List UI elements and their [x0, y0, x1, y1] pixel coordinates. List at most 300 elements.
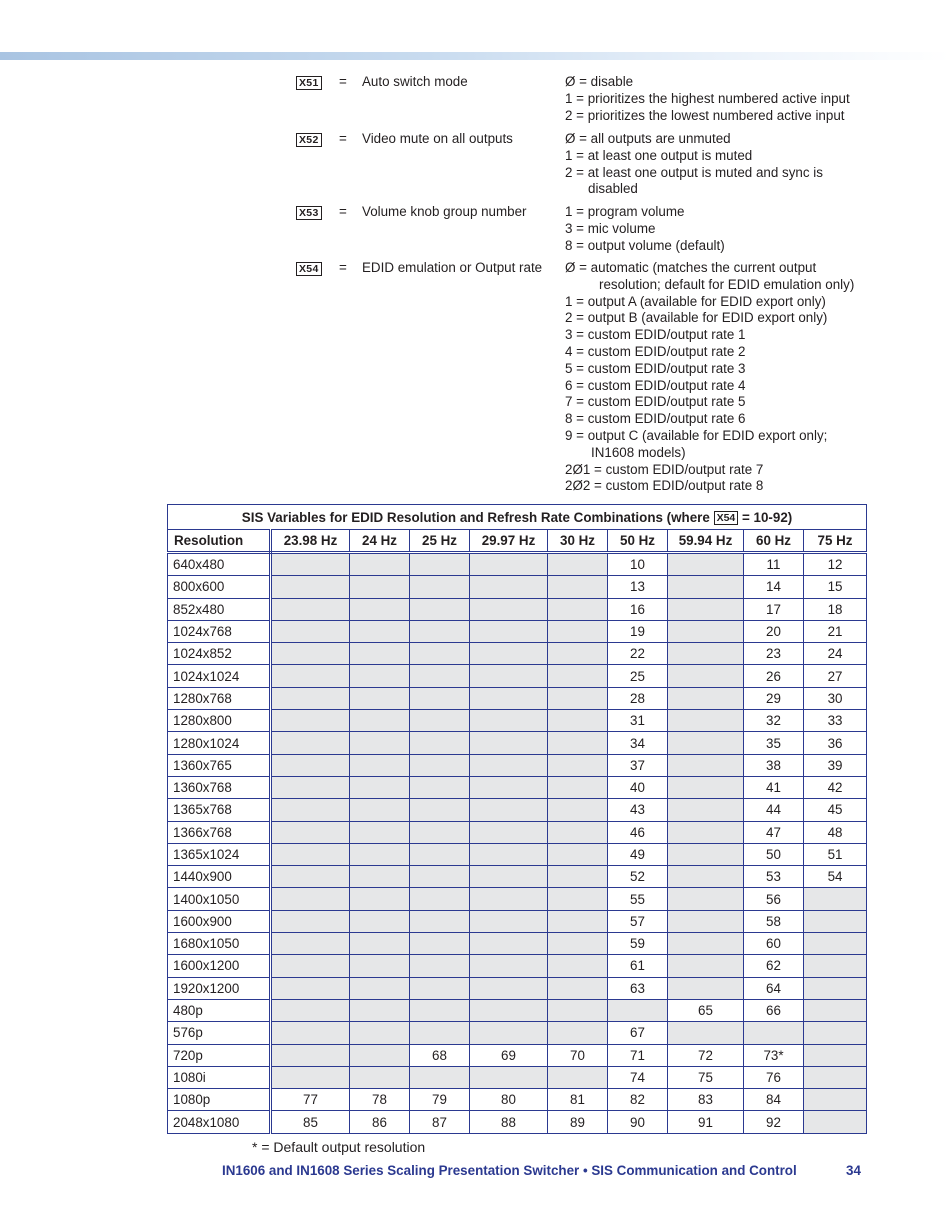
- value-cell: [410, 843, 470, 865]
- header-gradient-bar: [0, 52, 950, 60]
- value-cell: 84: [744, 1089, 804, 1111]
- value-cell: [271, 910, 350, 932]
- value-cell: [271, 1022, 350, 1044]
- value-cell: [271, 732, 350, 754]
- variable-values: [565, 204, 885, 254]
- table-title-suffix: = 10-92): [741, 509, 793, 525]
- value-line: 8 = output volume (default): [565, 237, 725, 253]
- value-cell: [548, 1022, 608, 1044]
- variable-description: Video mute on all outputs: [362, 131, 513, 146]
- value-cell: [410, 598, 470, 620]
- value-cell: [470, 643, 548, 665]
- column-header: 59.94 Hz: [668, 530, 744, 553]
- value-cell: [470, 687, 548, 709]
- value-cell: [668, 776, 744, 798]
- value-cell: [470, 866, 548, 888]
- value-cell: [668, 977, 744, 999]
- value-cell: [271, 933, 350, 955]
- value-cell: 19: [608, 620, 668, 642]
- table-row: [168, 710, 867, 732]
- variable-x51: [296, 74, 916, 126]
- resolution-cell: 1440x900: [168, 866, 271, 888]
- variable-description: EDID emulation or Output rate: [362, 260, 543, 275]
- value-cell: 30: [804, 687, 867, 709]
- value-cell: 38: [744, 754, 804, 776]
- value-cell: [548, 866, 608, 888]
- value-cell: 82: [608, 1089, 668, 1111]
- equals-sign: =: [339, 204, 347, 219]
- value-cell: [548, 710, 608, 732]
- value-cell: 21: [804, 620, 867, 642]
- value-cell: [470, 977, 548, 999]
- value-cell: 63: [608, 977, 668, 999]
- value-cell: [548, 576, 608, 598]
- value-cell: 22: [608, 643, 668, 665]
- value-cell: [548, 687, 608, 709]
- column-header: Resolution: [168, 530, 271, 553]
- value-cell: 54: [804, 866, 867, 888]
- value-cell: [350, 598, 410, 620]
- value-cell: 11: [744, 553, 804, 576]
- value-cell: 62: [744, 955, 804, 977]
- value-cell: [410, 643, 470, 665]
- value-cell: [350, 643, 410, 665]
- variable-description: Auto switch mode: [362, 74, 468, 89]
- value-cell: [668, 598, 744, 620]
- value-line: 2Ø1 = custom EDID/output rate 7: [565, 461, 764, 477]
- variable-tag: X52: [296, 133, 322, 147]
- value-cell: [470, 843, 548, 865]
- value-cell: [350, 999, 410, 1021]
- table-row: [168, 1089, 867, 1111]
- value-cell: [668, 620, 744, 642]
- value-cell: 36: [804, 732, 867, 754]
- value-cell: [548, 643, 608, 665]
- page-footer: [222, 1163, 861, 1178]
- variable-values: [565, 260, 885, 495]
- value-cell: 89: [548, 1111, 608, 1133]
- value-cell: [548, 553, 608, 576]
- value-cell: 15: [804, 576, 867, 598]
- value-cell: [668, 910, 744, 932]
- value-cell: [548, 821, 608, 843]
- value-cell: [470, 999, 548, 1021]
- value-line: 3 = mic volume: [565, 220, 656, 236]
- value-cell: 51: [804, 843, 867, 865]
- table-row: [168, 999, 867, 1021]
- value-cell: [804, 888, 867, 910]
- value-cell: [271, 1044, 350, 1066]
- value-cell: 61: [608, 955, 668, 977]
- value-cell: 45: [804, 799, 867, 821]
- value-cell: [668, 576, 744, 598]
- value-cell: [410, 620, 470, 642]
- value-cell: [548, 799, 608, 821]
- value-line: 2Ø2 = custom EDID/output rate 8: [565, 478, 764, 494]
- value-cell: [350, 888, 410, 910]
- column-header: 29.97 Hz: [470, 530, 548, 553]
- value-cell: 47: [744, 821, 804, 843]
- value-cell: [470, 799, 548, 821]
- value-line: 5 = custom EDID/output rate 3: [565, 360, 746, 376]
- value-cell: [350, 620, 410, 642]
- value-cell: 86: [350, 1111, 410, 1133]
- value-cell: 35: [744, 732, 804, 754]
- value-line: 3 = custom EDID/output rate 1: [565, 327, 746, 343]
- value-cell: 59: [608, 933, 668, 955]
- column-header: 25 Hz: [410, 530, 470, 553]
- value-cell: 83: [668, 1089, 744, 1111]
- value-cell: 60: [744, 933, 804, 955]
- value-cell: [668, 687, 744, 709]
- value-cell: [668, 710, 744, 732]
- value-cell: 57: [608, 910, 668, 932]
- value-cell: 67: [608, 1022, 668, 1044]
- resolution-cell: 720p: [168, 1044, 271, 1066]
- value-cell: 24: [804, 643, 867, 665]
- value-cell: [350, 821, 410, 843]
- value-cell: [548, 620, 608, 642]
- resolution-cell: 1024x852: [168, 643, 271, 665]
- value-cell: 85: [271, 1111, 350, 1133]
- value-cell: [470, 576, 548, 598]
- resolution-cell: 1600x1200: [168, 955, 271, 977]
- table-row: [168, 754, 867, 776]
- value-cell: 37: [608, 754, 668, 776]
- resolution-cell: 800x600: [168, 576, 271, 598]
- value-cell: [548, 665, 608, 687]
- value-cell: [410, 866, 470, 888]
- value-cell: 76: [744, 1066, 804, 1088]
- value-line: disabled: [588, 181, 638, 197]
- value-line: 2 = prioritizes the lowest numbered active input: [565, 107, 845, 123]
- value-cell: [470, 732, 548, 754]
- value-cell: [350, 1022, 410, 1044]
- value-cell: [350, 687, 410, 709]
- value-cell: [410, 933, 470, 955]
- value-cell: 23: [744, 643, 804, 665]
- table-title-text: SIS Variables for EDID Resolution and Refresh Rate Combinations (where: [241, 509, 710, 525]
- column-header: 30 Hz: [548, 530, 608, 553]
- value-cell: 20: [744, 620, 804, 642]
- value-cell: [271, 553, 350, 576]
- value-cell: [470, 620, 548, 642]
- value-cell: [668, 1022, 744, 1044]
- value-cell: [548, 888, 608, 910]
- value-cell: 81: [548, 1089, 608, 1111]
- value-cell: [470, 553, 548, 576]
- value-cell: 18: [804, 598, 867, 620]
- value-cell: [470, 776, 548, 798]
- table-row: [168, 553, 867, 576]
- value-cell: [470, 888, 548, 910]
- value-cell: [410, 687, 470, 709]
- value-cell: [410, 1022, 470, 1044]
- value-cell: 88: [470, 1111, 548, 1133]
- value-cell: [410, 576, 470, 598]
- value-cell: 34: [608, 732, 668, 754]
- value-cell: [271, 955, 350, 977]
- value-cell: 79: [410, 1089, 470, 1111]
- value-cell: [470, 598, 548, 620]
- resolution-cell: 1280x768: [168, 687, 271, 709]
- resolution-cell: 576p: [168, 1022, 271, 1044]
- value-cell: 31: [608, 710, 668, 732]
- value-cell: [271, 799, 350, 821]
- value-cell: [271, 576, 350, 598]
- variable-tag: X54: [296, 262, 322, 276]
- value-line: Ø = automatic (matches the current output: [565, 260, 817, 275]
- resolution-cell: 1366x768: [168, 821, 271, 843]
- value-cell: [410, 821, 470, 843]
- value-cell: 44: [744, 799, 804, 821]
- column-header: 24 Hz: [350, 530, 410, 553]
- value-cell: [470, 754, 548, 776]
- variable-tag: X53: [296, 206, 322, 220]
- table-row: [168, 866, 867, 888]
- resolution-cell: 1360x768: [168, 776, 271, 798]
- value-line: Ø = all outputs are unmuted: [565, 131, 731, 146]
- value-cell: 80: [470, 1089, 548, 1111]
- table-row: [168, 732, 867, 754]
- value-cell: [470, 933, 548, 955]
- variable-values: [565, 131, 885, 198]
- value-cell: [548, 732, 608, 754]
- value-cell: [350, 955, 410, 977]
- value-cell: [410, 999, 470, 1021]
- value-cell: 77: [271, 1089, 350, 1111]
- table-row: [168, 598, 867, 620]
- value-cell: 29: [744, 687, 804, 709]
- value-cell: [410, 754, 470, 776]
- resolution-cell: 1600x900: [168, 910, 271, 932]
- value-cell: 55: [608, 888, 668, 910]
- table-row: [168, 576, 867, 598]
- value-cell: [804, 1111, 867, 1133]
- value-cell: [350, 910, 410, 932]
- value-cell: [668, 799, 744, 821]
- value-cell: [271, 999, 350, 1021]
- value-cell: [668, 888, 744, 910]
- value-cell: [470, 1022, 548, 1044]
- table-row: [168, 888, 867, 910]
- value-cell: 48: [804, 821, 867, 843]
- value-cell: 50: [744, 843, 804, 865]
- value-cell: [804, 933, 867, 955]
- value-cell: 10: [608, 553, 668, 576]
- value-cell: 46: [608, 821, 668, 843]
- value-cell: 26: [744, 665, 804, 687]
- column-header: 50 Hz: [608, 530, 668, 553]
- value-cell: [668, 553, 744, 576]
- resolution-cell: 1024x768: [168, 620, 271, 642]
- page-number: 34: [846, 1163, 861, 1178]
- value-cell: 32: [744, 710, 804, 732]
- equals-sign: =: [339, 260, 347, 275]
- value-cell: [350, 1044, 410, 1066]
- value-line: 9 = output C (available for EDID export only;: [565, 427, 828, 443]
- value-cell: [548, 754, 608, 776]
- table-row: [168, 620, 867, 642]
- value-cell: 68: [410, 1044, 470, 1066]
- resolution-cell: 480p: [168, 999, 271, 1021]
- value-cell: [271, 888, 350, 910]
- value-cell: [350, 553, 410, 576]
- value-cell: 39: [804, 754, 867, 776]
- value-cell: 16: [608, 598, 668, 620]
- value-cell: [410, 732, 470, 754]
- resolution-cell: 1024x1024: [168, 665, 271, 687]
- column-header: 23.98 Hz: [271, 530, 350, 553]
- value-cell: 12: [804, 553, 867, 576]
- value-cell: [271, 1066, 350, 1088]
- value-line: 6 = custom EDID/output rate 4: [565, 377, 746, 393]
- table-header-row: [168, 530, 867, 553]
- value-cell: [804, 999, 867, 1021]
- value-cell: 43: [608, 799, 668, 821]
- value-cell: [350, 665, 410, 687]
- value-cell: [548, 977, 608, 999]
- value-cell: [668, 732, 744, 754]
- value-cell: 70: [548, 1044, 608, 1066]
- value-cell: [410, 553, 470, 576]
- value-cell: [350, 1066, 410, 1088]
- value-cell: [668, 754, 744, 776]
- value-cell: [804, 1044, 867, 1066]
- value-cell: 49: [608, 843, 668, 865]
- value-cell: 52: [608, 866, 668, 888]
- value-cell: 17: [744, 598, 804, 620]
- value-cell: [350, 776, 410, 798]
- value-cell: [271, 843, 350, 865]
- value-line: 1 = program volume: [565, 204, 685, 219]
- table-row: [168, 977, 867, 999]
- value-cell: 41: [744, 776, 804, 798]
- table-row: [168, 933, 867, 955]
- value-line: 1 = at least one output is muted: [565, 147, 753, 163]
- value-cell: 66: [744, 999, 804, 1021]
- value-cell: 65: [668, 999, 744, 1021]
- value-cell: [470, 910, 548, 932]
- value-cell: [804, 1022, 867, 1044]
- value-cell: [271, 665, 350, 687]
- value-cell: [608, 999, 668, 1021]
- value-cell: [470, 821, 548, 843]
- value-cell: 64: [744, 977, 804, 999]
- table-row: [168, 799, 867, 821]
- value-cell: [744, 1022, 804, 1044]
- variable-description: Volume knob group number: [362, 204, 527, 219]
- resolution-cell: 1280x800: [168, 710, 271, 732]
- equals-sign: =: [339, 74, 347, 89]
- value-line: 4 = custom EDID/output rate 2: [565, 343, 746, 359]
- value-cell: 72: [668, 1044, 744, 1066]
- value-cell: [668, 643, 744, 665]
- value-cell: [271, 977, 350, 999]
- table-row: [168, 910, 867, 932]
- value-cell: 73*: [744, 1044, 804, 1066]
- value-cell: [548, 843, 608, 865]
- value-cell: [548, 999, 608, 1021]
- table-row: [168, 843, 867, 865]
- resolution-cell: 640x480: [168, 553, 271, 576]
- value-cell: 28: [608, 687, 668, 709]
- value-line: 7 = custom EDID/output rate 5: [565, 394, 746, 410]
- resolution-cell: 1400x1050: [168, 888, 271, 910]
- value-cell: [804, 955, 867, 977]
- value-cell: [410, 977, 470, 999]
- value-cell: [410, 776, 470, 798]
- value-cell: [410, 710, 470, 732]
- table-row: [168, 1111, 867, 1133]
- resolution-cell: 1365x768: [168, 799, 271, 821]
- variable-x53: [296, 204, 916, 256]
- value-cell: [548, 933, 608, 955]
- resolution-cell: 1080p: [168, 1089, 271, 1111]
- resolution-cell: 852x480: [168, 598, 271, 620]
- value-cell: [271, 821, 350, 843]
- value-cell: [668, 665, 744, 687]
- value-cell: [470, 955, 548, 977]
- value-cell: 90: [608, 1111, 668, 1133]
- value-line: resolution; default for EDID emulation only): [599, 276, 855, 292]
- value-cell: [548, 598, 608, 620]
- value-cell: [804, 1066, 867, 1088]
- value-cell: 71: [608, 1044, 668, 1066]
- value-cell: [804, 977, 867, 999]
- value-line: 1 = output A (available for EDID export only): [565, 293, 826, 309]
- value-cell: [350, 866, 410, 888]
- value-cell: [548, 910, 608, 932]
- value-cell: [804, 1089, 867, 1111]
- table-row: [168, 1022, 867, 1044]
- resolution-cell: 1080i: [168, 1066, 271, 1088]
- value-cell: [350, 732, 410, 754]
- resolution-cell: 1365x1024: [168, 843, 271, 865]
- value-cell: 78: [350, 1089, 410, 1111]
- value-line: Ø = disable: [565, 74, 634, 89]
- value-cell: [271, 776, 350, 798]
- equals-sign: =: [339, 131, 347, 146]
- resolution-cell: 2048x1080: [168, 1111, 271, 1133]
- column-header: 75 Hz: [804, 530, 867, 553]
- resolution-cell: 1280x1024: [168, 732, 271, 754]
- value-cell: [470, 1066, 548, 1088]
- value-cell: 25: [608, 665, 668, 687]
- value-cell: 75: [668, 1066, 744, 1088]
- value-cell: [410, 665, 470, 687]
- table-title: [168, 505, 867, 530]
- value-cell: [271, 754, 350, 776]
- value-cell: [271, 866, 350, 888]
- table-row: [168, 1066, 867, 1088]
- value-line: 8 = custom EDID/output rate 6: [565, 411, 746, 427]
- resolution-cell: 1680x1050: [168, 933, 271, 955]
- value-cell: 74: [608, 1066, 668, 1088]
- value-cell: [410, 799, 470, 821]
- value-cell: [350, 754, 410, 776]
- resolution-cell: 1360x765: [168, 754, 271, 776]
- value-cell: [470, 710, 548, 732]
- value-cell: [668, 866, 744, 888]
- edid-resolution-table: [167, 504, 867, 1134]
- value-cell: 58: [744, 910, 804, 932]
- column-header: 60 Hz: [744, 530, 804, 553]
- value-cell: [668, 821, 744, 843]
- variable-tag: X51: [296, 76, 322, 90]
- value-cell: [350, 843, 410, 865]
- table-row: [168, 665, 867, 687]
